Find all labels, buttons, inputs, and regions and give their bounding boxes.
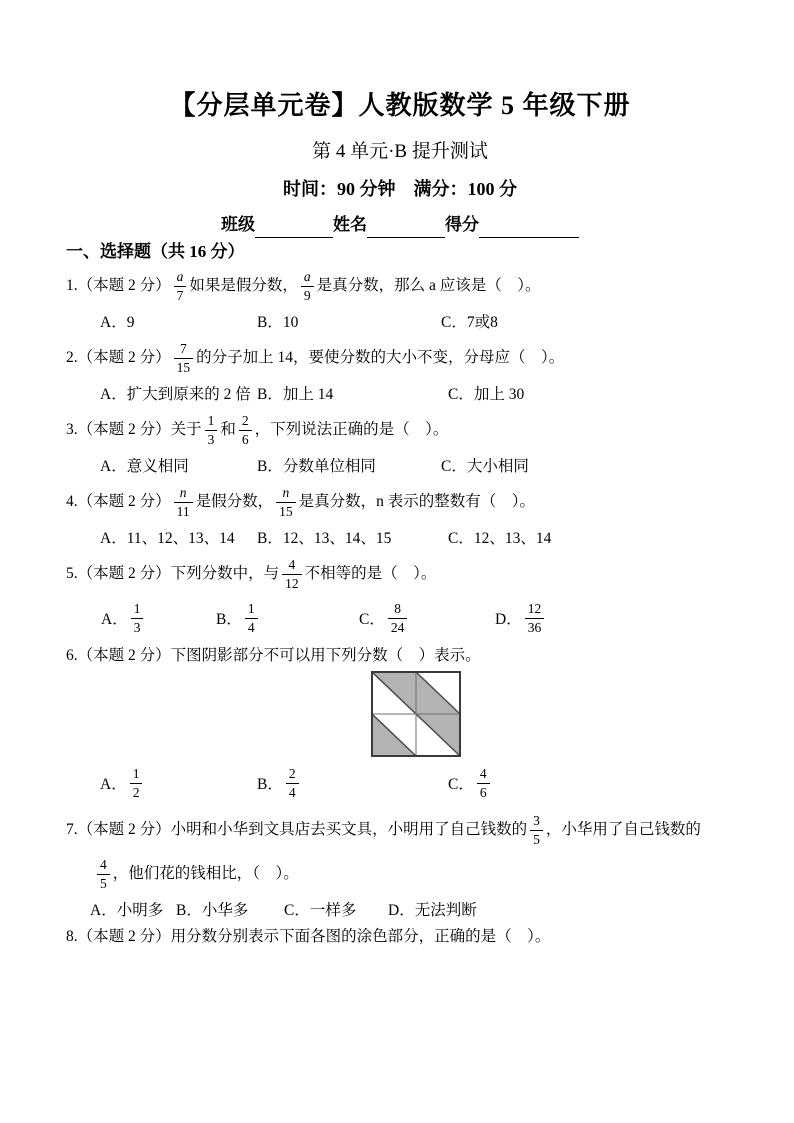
text-run: A．小明多 <box>90 901 164 919</box>
text-run: B．小华多 <box>176 901 249 919</box>
fraction-denominator: 24 <box>388 618 408 635</box>
questions-container <box>66 264 734 950</box>
class-field <box>221 212 333 238</box>
fraction-denominator: 3 <box>205 430 218 447</box>
fraction-denominator: 3 <box>131 618 144 635</box>
question-6-figure-wrap <box>82 671 750 759</box>
fraction-numerator: n <box>282 485 290 500</box>
question-3-text-line-1 <box>66 408 734 452</box>
section-header-choice: 一、选择题（共 16 分） <box>66 242 245 261</box>
text-run: 不相等的是（ ）。 <box>304 565 437 582</box>
fraction-numerator: 8 <box>394 601 401 616</box>
fraction <box>131 602 144 634</box>
text-run: 6.（本题 2 分）下图阴影部分不可以用下列分数（ ）表示。 <box>66 647 481 664</box>
text-run: 8.（本题 2 分）用分数分别表示下面各图的涂色部分，正确的是（ ）。 <box>66 928 551 945</box>
fraction-denominator: 2 <box>130 783 143 800</box>
question-8 <box>66 924 734 950</box>
text-run: 4.（本题 2 分） <box>66 493 171 510</box>
text-run: A．11、12、13、14 <box>100 529 235 547</box>
question-5-options <box>66 596 734 640</box>
shaded-grid-figure <box>371 671 461 757</box>
fraction-denominator: 11 <box>174 502 193 519</box>
question-4-option-A <box>100 524 235 549</box>
fraction-denominator: 7 <box>174 286 187 303</box>
fraction <box>174 342 194 374</box>
fraction <box>245 602 258 634</box>
fraction-denominator: 15 <box>174 358 194 375</box>
text-run: B．分数单位相同 <box>257 457 376 475</box>
fraction-numerator: 4 <box>100 857 107 872</box>
question-7-option-B <box>176 896 248 921</box>
fraction <box>97 858 110 890</box>
fraction <box>530 814 543 846</box>
question-7-option-D <box>388 896 477 921</box>
text-run: C．12、13、14 <box>448 529 552 547</box>
question-5-option-A <box>101 596 146 640</box>
question-7-text-line-1 <box>66 808 734 852</box>
text-run: C．加上 30 <box>448 385 525 403</box>
text-run: 的分子加上 14，要使分数的大小不变，分母应（ ）。 <box>196 349 565 366</box>
question-6-text-line-1 <box>66 643 734 669</box>
question-2-option-C <box>448 380 524 405</box>
fraction <box>282 558 302 590</box>
fraction-numerator: 1 <box>132 766 140 781</box>
score-blank-line <box>479 220 579 238</box>
fraction <box>301 270 314 302</box>
text-run: C． <box>448 776 474 793</box>
score-label: 得分 <box>445 215 479 234</box>
question-7-option-C <box>284 896 356 921</box>
fraction-denominator: 9 <box>301 286 314 303</box>
text-run: 5.（本题 2 分）下列分数中，与 <box>66 565 280 582</box>
question-3-option-B <box>257 452 376 477</box>
name-field <box>333 212 445 238</box>
fraction-denominator: 6 <box>239 430 252 447</box>
text-run: C．大小相同 <box>441 457 529 475</box>
text-run: C．一样多 <box>284 901 357 919</box>
fraction <box>388 602 408 634</box>
text-run: D． <box>495 611 522 628</box>
fraction-denominator: 4 <box>286 783 299 800</box>
question-4-options <box>66 524 734 549</box>
name-label: 姓名 <box>333 215 367 234</box>
question-2-option-A <box>100 380 251 405</box>
fraction-denominator: 6 <box>477 783 490 800</box>
question-5-option-C <box>359 596 410 640</box>
fraction <box>130 767 143 799</box>
fraction <box>205 414 218 446</box>
fraction-numerator: 4 <box>479 766 487 781</box>
text-run: C．7或8 <box>441 313 498 331</box>
text-run: 是真分数，那么 a 应该是（ ）。 <box>316 277 541 294</box>
question-1-options <box>66 308 734 333</box>
page-title: 【分层单元卷】人教版数学 5 年级下册 <box>169 91 631 120</box>
question-5-text-line-1 <box>66 552 734 596</box>
text-run: 2.（本题 2 分） <box>66 349 171 366</box>
question-6 <box>66 643 734 805</box>
text-run: 是假分数， <box>195 493 274 510</box>
question-6-options <box>66 761 734 805</box>
fraction <box>174 270 187 302</box>
question-7-text-line-2 <box>66 852 734 896</box>
text-run: 如果是假分数， <box>189 277 298 294</box>
question-3-options <box>66 452 734 477</box>
question-4-text-line-1 <box>66 480 734 524</box>
text-run: 是真分数，n 表示的整数有（ ）。 <box>298 493 536 510</box>
text-run: A．9 <box>100 313 135 331</box>
question-4 <box>66 480 734 549</box>
fraction-denominator: 36 <box>525 618 545 635</box>
fraction-denominator: 5 <box>97 874 110 891</box>
question-5 <box>66 552 734 640</box>
fraction <box>174 486 193 518</box>
name-blank-line <box>367 220 445 238</box>
fraction-numerator: n <box>179 485 187 500</box>
text-run: D．无法判断 <box>388 901 477 919</box>
class-blank-line <box>255 220 333 238</box>
text-run: ，他们花的钱相比，（ ）。 <box>112 865 299 882</box>
fraction-denominator: 12 <box>282 574 302 591</box>
fraction-denominator: 4 <box>245 618 258 635</box>
question-3 <box>66 408 734 477</box>
fraction-numerator: 1 <box>133 601 141 616</box>
fraction-numerator: 7 <box>180 341 187 356</box>
question-3-option-C <box>441 452 529 477</box>
question-2-options <box>66 380 734 405</box>
fraction-numerator: 12 <box>527 601 542 616</box>
unit-subtitle: 第 4 单元·B 提升测试 <box>312 141 488 162</box>
score-field <box>445 212 579 238</box>
text-run: 7.（本题 2 分）小明和小华到文具店去买文具，小明用了自己钱数的 <box>66 821 528 838</box>
question-6-option-A <box>100 761 145 805</box>
fraction-numerator: a <box>176 269 184 284</box>
text-run: B． <box>216 611 242 628</box>
question-6-option-B <box>257 761 302 805</box>
question-6-option-C <box>448 761 493 805</box>
question-1-option-B <box>257 308 298 333</box>
fraction <box>286 767 299 799</box>
question-3-option-A <box>100 452 189 477</box>
question-7 <box>66 808 734 921</box>
fraction-denominator: 5 <box>530 830 543 847</box>
text-run: A． <box>101 611 128 628</box>
question-7-options <box>66 896 734 921</box>
text-run: A． <box>100 776 127 793</box>
text-run: B．10 <box>257 313 299 331</box>
fraction-numerator: a <box>303 269 311 284</box>
time-score-line: 时间：90 分钟 满分：100 分 <box>283 179 517 199</box>
question-7-option-A <box>90 896 163 921</box>
text-run: ，下列说法正确的是（ ）。 <box>254 421 449 438</box>
fraction-numerator: 2 <box>288 766 296 781</box>
text-run: 1.（本题 2 分） <box>66 277 171 294</box>
class-label: 班级 <box>221 215 255 234</box>
text-run: ，小华用了自己钱数的 <box>545 821 701 838</box>
question-8-text-line-1 <box>66 924 734 950</box>
fraction-numerator: 3 <box>533 813 540 828</box>
question-2-option-B <box>257 380 333 405</box>
text-run: 和 <box>220 421 236 438</box>
question-1-option-C <box>441 308 498 333</box>
text-run: A．扩大到原来的 2 倍 <box>100 385 251 403</box>
question-4-option-C <box>448 524 551 549</box>
fraction <box>477 767 490 799</box>
fraction <box>525 602 545 634</box>
question-5-option-D <box>495 596 547 640</box>
fraction-denominator: 15 <box>276 502 296 519</box>
question-5-option-B <box>216 596 261 640</box>
text-run: B．加上 14 <box>257 385 334 403</box>
fraction <box>276 486 296 518</box>
fraction <box>239 414 252 446</box>
question-1-option-A <box>100 308 134 333</box>
question-1-text-line-1 <box>66 264 734 308</box>
student-info-line <box>66 212 734 238</box>
question-1 <box>66 264 734 333</box>
fraction-numerator: 2 <box>241 413 249 428</box>
question-2 <box>66 336 734 405</box>
text-run: C． <box>359 611 385 628</box>
text-run: B． <box>257 776 283 793</box>
question-4-option-B <box>257 524 391 549</box>
fraction-numerator: 4 <box>288 557 296 572</box>
text-run: 3.（本题 2 分）关于 <box>66 421 202 438</box>
fraction-numerator: 1 <box>247 601 255 616</box>
text-run: B．12、13、14、15 <box>257 529 392 547</box>
text-run: A．意义相同 <box>100 457 189 475</box>
fraction-numerator: 1 <box>207 413 215 428</box>
question-2-text-line-1 <box>66 336 734 380</box>
